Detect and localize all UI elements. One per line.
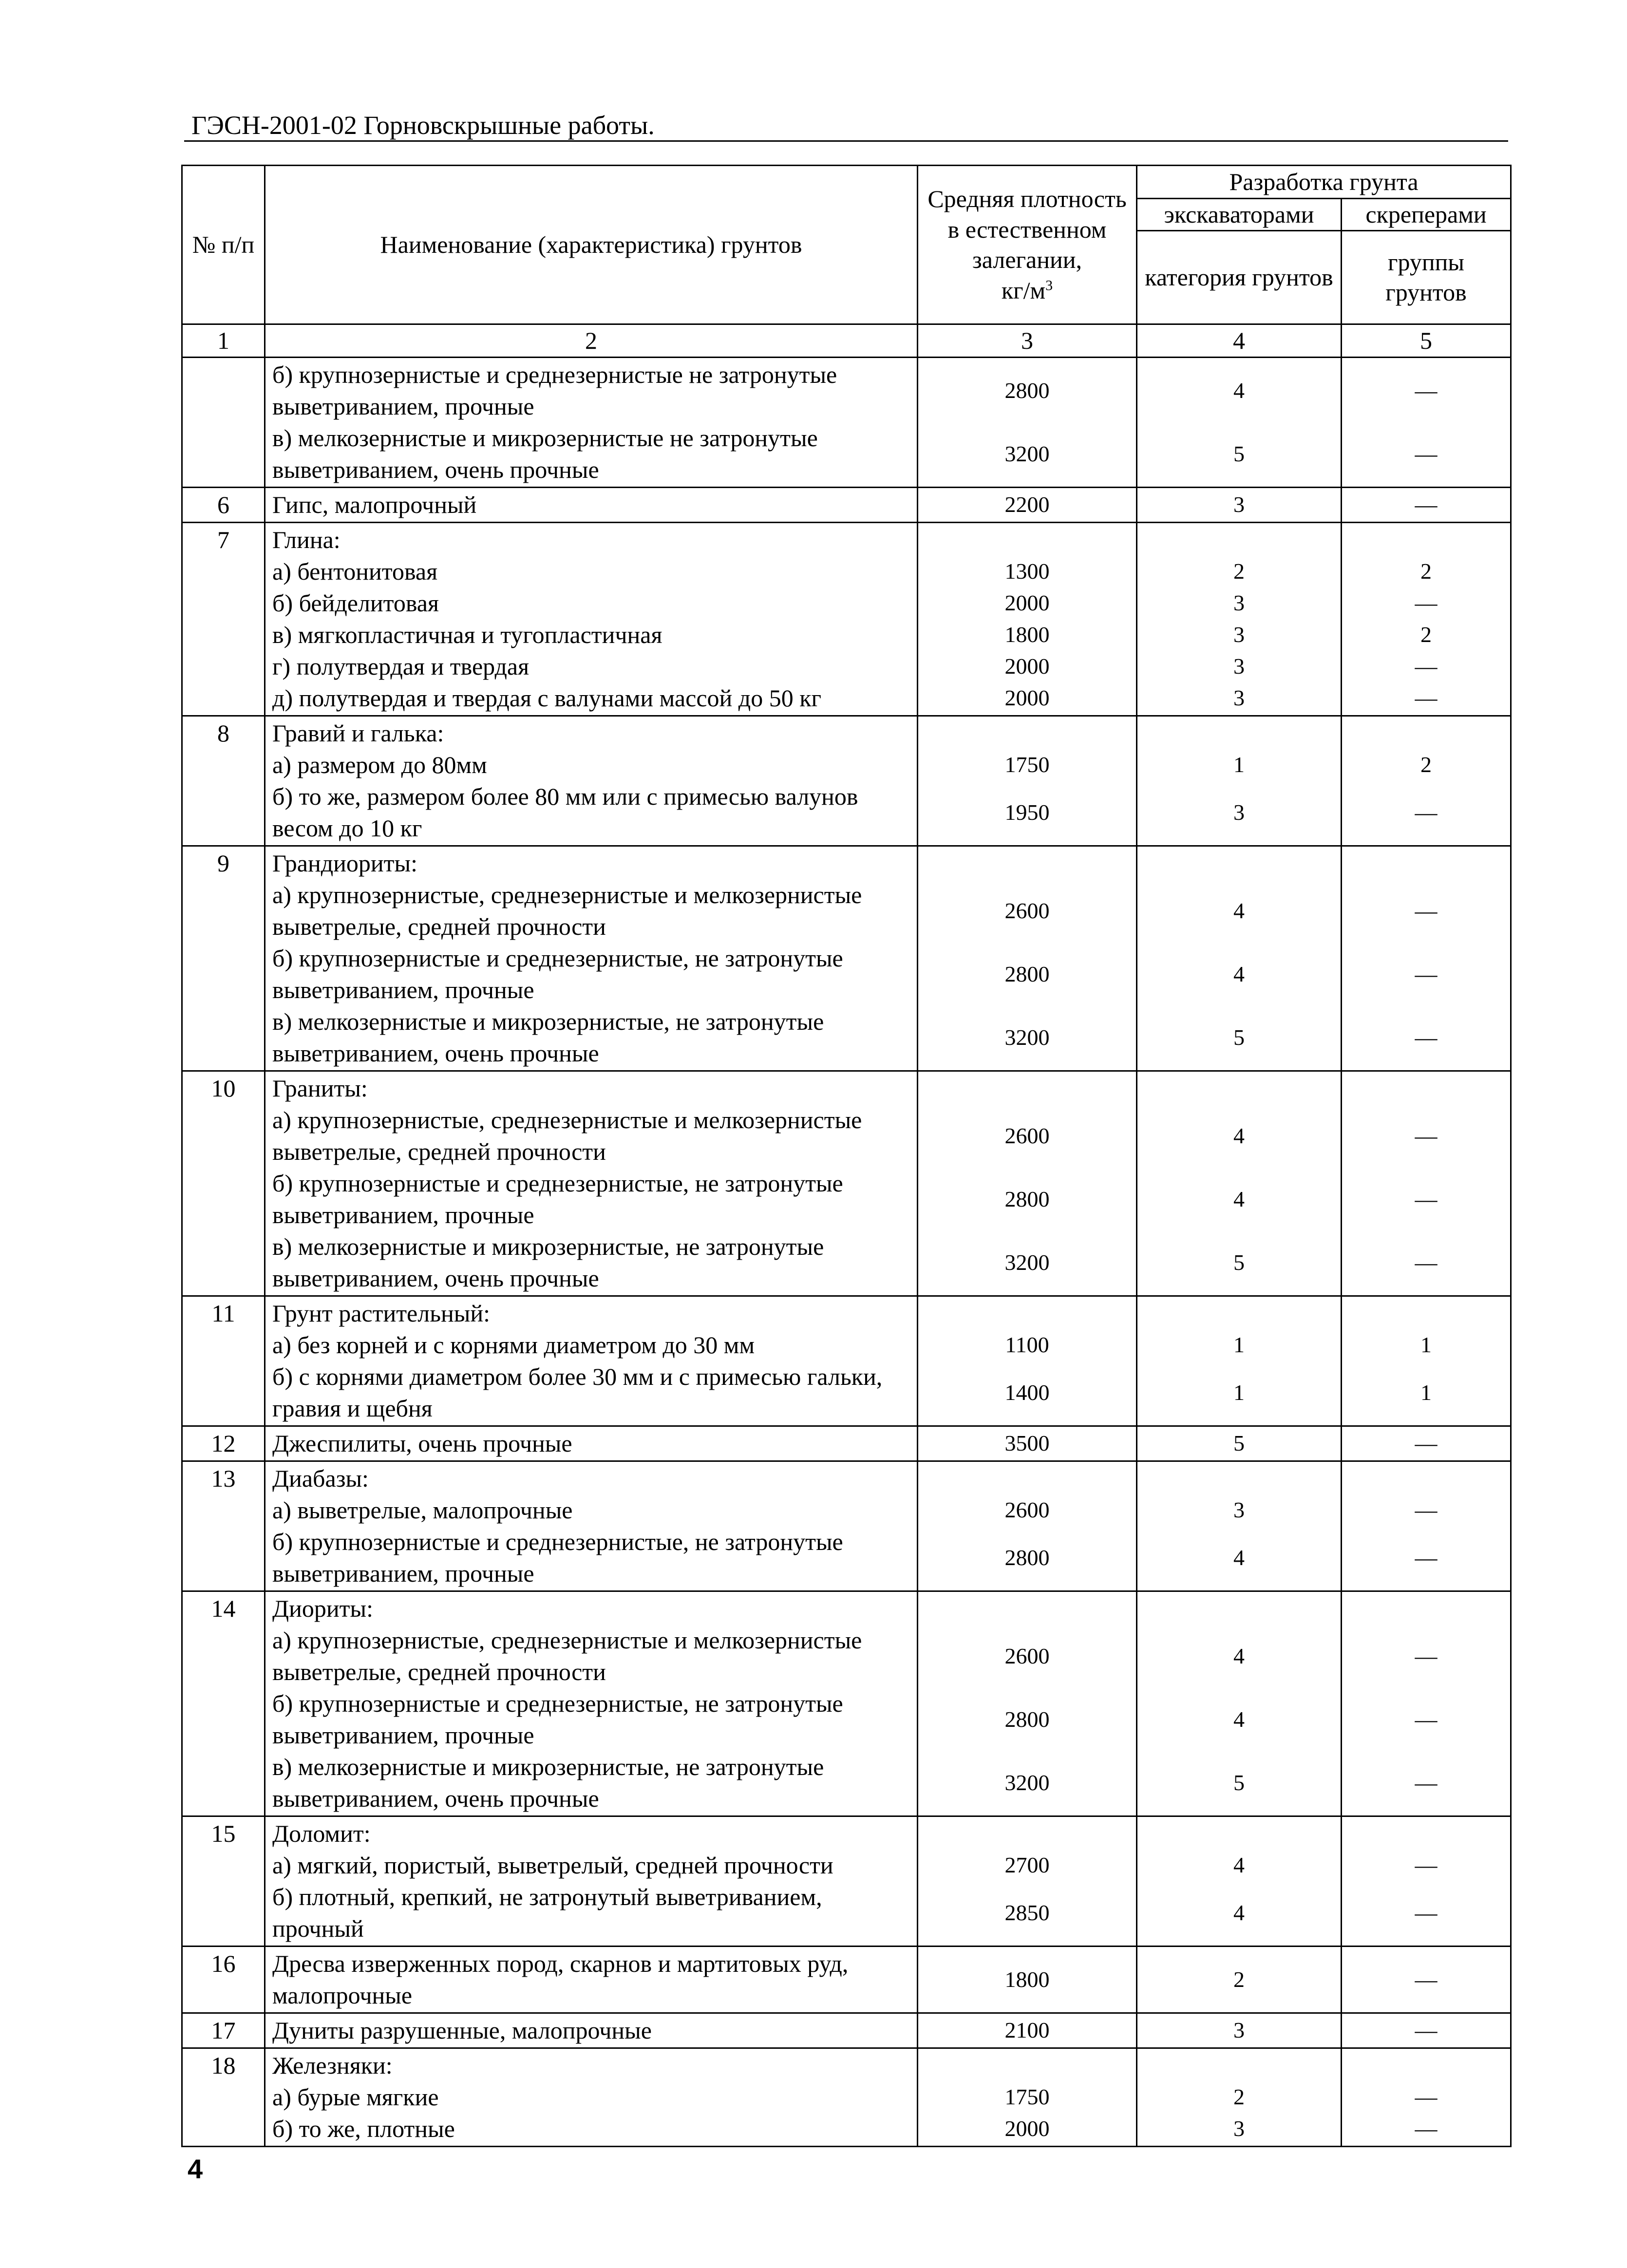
group-value: — xyxy=(1415,1545,1438,1570)
density-value: 2000 xyxy=(1004,2116,1050,2141)
category-value xyxy=(1144,1593,1334,1625)
col-header-category: категория грунтов xyxy=(1137,230,1342,324)
density-value: 3200 xyxy=(1004,1770,1050,1795)
soil-description: а) бурые мягкие xyxy=(272,2083,439,2111)
density-value: 2600 xyxy=(1004,1123,1050,1148)
density-value: 1750 xyxy=(1004,2084,1050,2110)
group-value-cell xyxy=(1342,522,1511,716)
table-row xyxy=(182,1946,1511,2013)
category-value xyxy=(1144,1818,1334,1850)
density-value xyxy=(925,1463,1129,1494)
density-value: 1100 xyxy=(1005,1332,1049,1358)
table-row xyxy=(182,846,1511,1071)
soil-description: Железняки: xyxy=(272,2051,393,2079)
group-value: — xyxy=(1415,685,1438,711)
category-value: 4 xyxy=(1233,1852,1245,1878)
group-value-cell xyxy=(1342,716,1511,846)
page-number: 4 xyxy=(188,2154,203,2184)
category-value: 4 xyxy=(1233,1706,1245,1732)
category-value: 5 xyxy=(1233,1770,1245,1795)
density-value: 3200 xyxy=(1004,441,1050,466)
density-unit: $кг/м^3$ xyxy=(1001,276,1053,304)
row-number xyxy=(182,357,265,487)
category-value xyxy=(1144,524,1334,556)
category-value-cell xyxy=(1137,716,1342,846)
table-row xyxy=(182,1461,1511,1591)
group-value-cell xyxy=(1342,1426,1511,1461)
group-value: 1 xyxy=(1420,1380,1432,1405)
soil-description-cell xyxy=(265,1426,918,1461)
category-value-cell xyxy=(1137,487,1342,522)
soil-description: г) полутвердая и твердая xyxy=(272,652,530,680)
category-value: 5 xyxy=(1233,441,1245,466)
density-value-cell xyxy=(918,1426,1137,1461)
category-value: 3 xyxy=(1233,2018,1245,2043)
density-value xyxy=(925,848,1129,879)
category-value-cell xyxy=(1137,2013,1342,2048)
row-number: 10 xyxy=(182,1071,265,1296)
soil-description: б) то же, размером более 80 мм или с примесью валунов весом до 10 кг xyxy=(272,782,858,842)
group-value xyxy=(1349,1073,1503,1104)
column-number: 5 xyxy=(1342,324,1511,357)
category-value: 4 xyxy=(1233,1123,1245,1148)
category-value-cell xyxy=(1137,1591,1342,1816)
group-value-cell xyxy=(1342,1946,1511,2013)
table-row xyxy=(182,716,1511,846)
category-value: 1 xyxy=(1233,1380,1245,1405)
density-value: 2600 xyxy=(1004,1497,1050,1523)
density-value-cell xyxy=(918,1591,1137,1816)
soil-description: а) размером до 80мм xyxy=(272,751,487,778)
group-value: — xyxy=(1415,1643,1438,1668)
soil-description-cell xyxy=(265,1946,918,2013)
soil-description-cell xyxy=(265,716,918,846)
group-value: — xyxy=(1415,1900,1438,1925)
soil-description-cell xyxy=(265,522,918,716)
row-number: 8 xyxy=(182,716,265,846)
soil-description: а) крупнозернистые, среднезернистые и мелкозернистые выветрелые, средней прочности xyxy=(272,1626,862,1685)
category-value: 5 xyxy=(1233,1024,1245,1050)
row-number: 18 xyxy=(182,2048,265,2146)
density-value xyxy=(925,2050,1129,2081)
table-body xyxy=(182,357,1511,2146)
group-value: 2 xyxy=(1420,622,1432,647)
category-value: 2 xyxy=(1233,559,1245,584)
soil-description: б) крупнозернистые и среднезернистые, не затронутые выветриванием, прочные xyxy=(272,1689,843,1749)
category-value: 3 xyxy=(1233,492,1245,517)
density-value-cell xyxy=(918,1461,1137,1591)
col-header-development: Разработка грунта xyxy=(1137,166,1511,199)
table-row xyxy=(182,1071,1511,1296)
soil-description-cell xyxy=(265,1591,918,1816)
row-number: 7 xyxy=(182,522,265,716)
group-value: 1 xyxy=(1420,1332,1432,1358)
soil-description-cell xyxy=(265,846,918,1071)
category-value-cell xyxy=(1137,1296,1342,1426)
group-value: — xyxy=(1415,2018,1438,2043)
table-row xyxy=(182,1591,1511,1816)
category-value: 3 xyxy=(1233,654,1245,679)
density-header-text: Средняя плотность в естественном залегании, xyxy=(927,185,1127,274)
category-value xyxy=(1144,1073,1334,1104)
category-value-cell xyxy=(1137,1816,1342,1946)
row-number: 13 xyxy=(182,1461,265,1591)
category-value xyxy=(1144,2050,1334,2081)
soil-description: Диориты: xyxy=(272,1594,373,1622)
soil-description: б) крупнозернистые и среднезернистые не затронутые выветриванием, прочные xyxy=(272,360,837,420)
category-value xyxy=(1144,718,1334,749)
row-number: 12 xyxy=(182,1426,265,1461)
group-value: — xyxy=(1415,1431,1438,1456)
soil-description-cell xyxy=(265,1071,918,1296)
soil-description: б) крупнозернистые и среднезернистые, не затронутые выветриванием, прочные xyxy=(272,1528,843,1587)
density-value-cell xyxy=(918,1071,1137,1296)
density-value-cell xyxy=(918,846,1137,1071)
soil-description: а) выветрелые, малопрочные xyxy=(272,1496,573,1524)
category-value: 3 xyxy=(1233,685,1245,711)
category-value: 3 xyxy=(1233,1497,1245,1523)
density-value-cell xyxy=(918,2013,1137,2048)
soil-description: Граниты: xyxy=(272,1074,368,1102)
category-value: 1 xyxy=(1233,1332,1245,1358)
category-value: 3 xyxy=(1233,622,1245,647)
density-value: 2000 xyxy=(1004,590,1050,616)
density-value-cell xyxy=(918,1296,1137,1426)
density-value: 2000 xyxy=(1004,685,1050,711)
density-value xyxy=(925,718,1129,749)
column-number: 2 xyxy=(265,324,918,357)
row-number: 16 xyxy=(182,1946,265,2013)
group-value: — xyxy=(1415,1497,1438,1523)
category-value-cell xyxy=(1137,1946,1342,2013)
table-row xyxy=(182,2048,1511,2146)
density-value: 2850 xyxy=(1004,1900,1050,1925)
category-value-cell xyxy=(1137,1426,1342,1461)
category-value: 4 xyxy=(1233,1186,1245,1211)
page-header: ГЭСН-2001-02 Горновскрышные работы. xyxy=(191,111,655,140)
soil-description: б) с корнями диаметром более 30 мм и с примесью гальки, гравия и щебня xyxy=(272,1362,883,1422)
group-value-cell xyxy=(1342,487,1511,522)
group-value xyxy=(1349,2050,1503,2081)
soil-description: Грунт растительный: xyxy=(272,1299,490,1327)
group-value xyxy=(1349,848,1503,879)
soil-description: Диабазы: xyxy=(272,1464,369,1492)
table-row xyxy=(182,522,1511,716)
soil-description-cell xyxy=(265,1816,918,1946)
density-value: 1800 xyxy=(1004,1966,1050,1992)
density-value xyxy=(925,1818,1129,1850)
group-value: — xyxy=(1415,1706,1438,1732)
soil-description: а) крупнозернистые, среднезернистые и мелкозернистые выветрелые, средней прочности xyxy=(272,881,862,940)
density-value xyxy=(925,524,1129,556)
group-value: — xyxy=(1415,961,1438,986)
col-header-excavators: экскаваторами xyxy=(1137,199,1342,231)
density-value: 2600 xyxy=(1004,898,1050,923)
soil-description: Дуниты разрушенные, малопрочные xyxy=(272,2016,652,2044)
col-header-name: Наименование (характеристика) грунтов xyxy=(265,166,918,324)
group-value: — xyxy=(1415,378,1438,403)
density-value: 2700 xyxy=(1004,1852,1050,1878)
category-value: 5 xyxy=(1233,1431,1245,1456)
density-value-cell xyxy=(918,522,1137,716)
col-header-groups: группы грунтов xyxy=(1342,230,1511,324)
density-value: 1750 xyxy=(1004,752,1050,777)
row-number: 15 xyxy=(182,1816,265,1946)
group-value-cell xyxy=(1342,2048,1511,2146)
group-value xyxy=(1349,718,1503,749)
category-value xyxy=(1144,848,1334,879)
soil-description: б) бейделитовая xyxy=(272,589,439,617)
group-value-cell xyxy=(1342,1461,1511,1591)
soil-description: в) мягкопластичная и тугопластичная xyxy=(272,621,662,648)
group-value xyxy=(1349,1818,1503,1850)
col-header-num: № п/п xyxy=(182,166,265,324)
group-value: — xyxy=(1415,492,1438,517)
group-value: — xyxy=(1415,1852,1438,1878)
category-value: 3 xyxy=(1233,799,1245,825)
table-row xyxy=(182,357,1511,487)
group-value-cell xyxy=(1342,357,1511,487)
soil-description-cell xyxy=(265,487,918,522)
group-value: — xyxy=(1415,1186,1438,1211)
soil-description: Джеспилиты, очень прочные xyxy=(272,1429,572,1457)
soil-description: в) мелкозернистые и микрозернистые, не затронутые выветриванием, очень прочные xyxy=(272,1753,824,1812)
row-number: 11 xyxy=(182,1296,265,1426)
table-row xyxy=(182,1816,1511,1946)
soil-description: Дресва изверженных пород, скарнов и мартитовых руд, малопрочные xyxy=(272,1949,849,2009)
column-number: 4 xyxy=(1137,324,1342,357)
density-value: 1950 xyxy=(1004,799,1050,825)
group-value: — xyxy=(1415,441,1438,466)
soil-description: б) крупнозернистые и среднезернистые, не затронутые выветриванием, прочные xyxy=(272,1169,843,1228)
group-value: — xyxy=(1415,2116,1438,2141)
soil-description: Грандиориты: xyxy=(272,849,417,877)
category-value: 2 xyxy=(1233,1966,1245,1992)
soil-description: Доломит: xyxy=(272,1819,371,1847)
row-number: 9 xyxy=(182,846,265,1071)
row-number: 14 xyxy=(182,1591,265,1816)
table-row xyxy=(182,1296,1511,1426)
soil-description: Глина: xyxy=(272,526,341,553)
category-value-cell xyxy=(1137,357,1342,487)
soil-description-cell xyxy=(265,1296,918,1426)
group-value-cell xyxy=(1342,2013,1511,2048)
density-value: 2800 xyxy=(1004,1545,1050,1570)
density-value: 2800 xyxy=(1004,1706,1050,1732)
group-value: 2 xyxy=(1420,752,1432,777)
category-value: 3 xyxy=(1233,590,1245,616)
group-value xyxy=(1349,1593,1503,1625)
density-value xyxy=(925,1073,1129,1104)
soil-description: б) плотный, крепкий, не затронутый выветриванием, прочный xyxy=(272,1883,822,1942)
soil-description-cell xyxy=(265,357,918,487)
density-value: 3200 xyxy=(1004,1024,1050,1050)
density-value-cell xyxy=(918,487,1137,522)
soil-description: в) мелкозернистые и микрозернистые, не затронутые выветриванием, очень прочные xyxy=(272,1007,824,1067)
group-value: — xyxy=(1415,1024,1438,1050)
column-number-row xyxy=(182,324,1511,357)
density-value: 2800 xyxy=(1004,961,1050,986)
density-value-cell xyxy=(918,1816,1137,1946)
density-value-cell xyxy=(918,357,1137,487)
density-value: 1800 xyxy=(1004,622,1050,647)
group-value-cell xyxy=(1342,1296,1511,1426)
density-value-cell xyxy=(918,716,1137,846)
header-rule xyxy=(184,140,1508,142)
category-value: 4 xyxy=(1233,378,1245,403)
table-header xyxy=(182,166,1511,358)
group-value: — xyxy=(1415,654,1438,679)
soil-description: б) крупнозернистые и среднезернистые, не затронутые выветриванием, прочные xyxy=(272,944,843,1003)
group-value: — xyxy=(1415,1770,1438,1795)
soil-description: а) мягкий, пористый, выветрелый, средней прочности xyxy=(272,1851,833,1879)
soil-description: в) мелкозернистые и микрозернистые, не затронутые выветриванием, очень прочные xyxy=(272,1232,824,1292)
density-value: 2000 xyxy=(1004,654,1050,679)
soil-table xyxy=(181,165,1512,2147)
density-value: 2100 xyxy=(1004,2018,1050,2043)
group-value: 2 xyxy=(1420,559,1432,584)
group-value xyxy=(1349,1463,1503,1494)
group-value-cell xyxy=(1342,1816,1511,1946)
density-value: 2800 xyxy=(1004,1186,1050,1211)
row-number: 17 xyxy=(182,2013,265,2048)
soil-description: а) без корней и с корнями диаметром до 30 мм xyxy=(272,1331,755,1359)
category-value: 2 xyxy=(1233,2084,1245,2110)
category-value: 1 xyxy=(1233,752,1245,777)
group-value: — xyxy=(1415,799,1438,825)
category-value: 4 xyxy=(1233,1900,1245,1925)
category-value-cell xyxy=(1137,846,1342,1071)
density-value: 2600 xyxy=(1004,1643,1050,1668)
soil-description: а) бентонитовая xyxy=(272,557,438,585)
category-value xyxy=(1144,1298,1334,1329)
soil-description: а) крупнозернистые, среднезернистые и мелкозернистые выветрелые, средней прочности xyxy=(272,1106,862,1165)
group-value xyxy=(1349,524,1503,556)
category-value xyxy=(1144,1463,1334,1494)
density-value: 3200 xyxy=(1004,1249,1050,1275)
category-value-cell xyxy=(1137,2048,1342,2146)
column-number: 3 xyxy=(918,324,1137,357)
category-value-cell xyxy=(1137,522,1342,716)
group-value-cell xyxy=(1342,846,1511,1071)
soil-description: Гипс, малопрочный xyxy=(272,491,477,518)
soil-description: в) мелкозернистые и микрозернистые не затронутые выветриванием, очень прочные xyxy=(272,424,818,483)
density-value xyxy=(925,1593,1129,1625)
soil-description: Гравий и галька: xyxy=(272,719,444,747)
group-value: — xyxy=(1415,1966,1438,1992)
table-row xyxy=(182,487,1511,522)
soil-description-cell xyxy=(265,2048,918,2146)
row-number: 6 xyxy=(182,487,265,522)
group-value: — xyxy=(1415,898,1438,923)
soil-description: б) то же, плотные xyxy=(272,2115,455,2142)
density-value: 2200 xyxy=(1004,492,1050,517)
density-value: 2800 xyxy=(1004,378,1050,403)
category-value: 3 xyxy=(1233,2116,1245,2141)
density-value: 3500 xyxy=(1004,1431,1050,1456)
group-value-cell xyxy=(1342,1071,1511,1296)
group-value-cell xyxy=(1342,1591,1511,1816)
soil-description-cell xyxy=(265,1461,918,1591)
soil-description-cell xyxy=(265,2013,918,2048)
density-value-cell xyxy=(918,1946,1137,2013)
group-value: — xyxy=(1415,2084,1438,2110)
density-value: 1400 xyxy=(1004,1380,1050,1405)
soil-description: д) полутвердая и твердая с валунами массой до 50 кг xyxy=(272,684,822,712)
category-value: 4 xyxy=(1233,1545,1245,1570)
table-row xyxy=(182,1426,1511,1461)
category-value-cell xyxy=(1137,1071,1342,1296)
col-header-scrapers: скреперами xyxy=(1342,199,1511,231)
category-value-cell xyxy=(1137,1461,1342,1591)
density-value-cell xyxy=(918,2048,1137,2146)
category-value: 4 xyxy=(1233,1643,1245,1668)
category-value: 4 xyxy=(1233,898,1245,923)
group-value: — xyxy=(1415,1249,1438,1275)
density-value xyxy=(925,1298,1129,1329)
table-row xyxy=(182,2013,1511,2048)
category-value: 4 xyxy=(1233,961,1245,986)
group-value: — xyxy=(1415,1123,1438,1148)
group-value: — xyxy=(1415,590,1438,616)
column-number: 1 xyxy=(182,324,265,357)
category-value: 5 xyxy=(1233,1249,1245,1275)
group-value xyxy=(1349,1298,1503,1329)
density-value: 1300 xyxy=(1004,559,1050,584)
col-header-density xyxy=(918,166,1137,324)
